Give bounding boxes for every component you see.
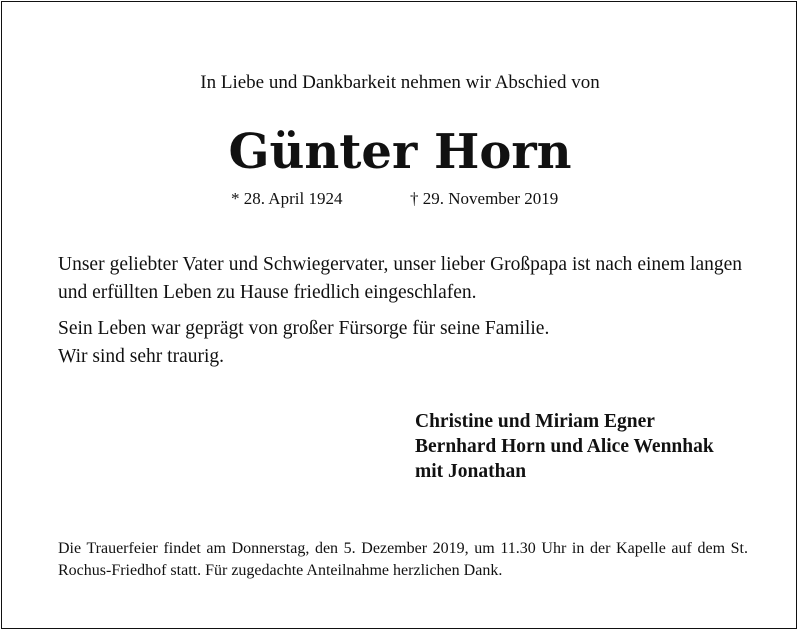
legacy-line: Sein Leben war geprägt von großer Fürsorge für seine Familie. <box>58 318 550 339</box>
signer-line: Christine und Miriam Egner <box>415 411 655 432</box>
funeral-info: Die Trauerfeier findet am Donnerstag, den 5. Dezember 2019, um 11.30 Uhr in der Kapelle auf dem St. Rochus-Friedhof statt. Für zugedachte Anteilnahme herzlichen Dank. <box>58 540 748 579</box>
intro-line: In Liebe und Dankbarkeit nehmen wir Abschied von <box>200 72 600 93</box>
sadness-line: Wir sind sehr traurig. <box>58 346 225 367</box>
death-date: † 29. November 2019 <box>410 189 559 208</box>
mourners-signature <box>415 409 714 484</box>
obituary-paragraph: Unser geliebter Vater und Schwiegervater, unser lieber Großpapa ist nach einem langen und erfüllten Leben zu Hause friedlich eingeschlafen. <box>58 254 742 303</box>
signer-line: mit Jonathan <box>415 461 527 482</box>
signer-line: Bernhard Horn und Alice Wennhak <box>415 436 714 457</box>
deceased-name: Günter Horn <box>228 124 572 180</box>
birth-date: * 28. April 1924 <box>231 189 343 208</box>
legacy-paragraph <box>58 315 742 371</box>
